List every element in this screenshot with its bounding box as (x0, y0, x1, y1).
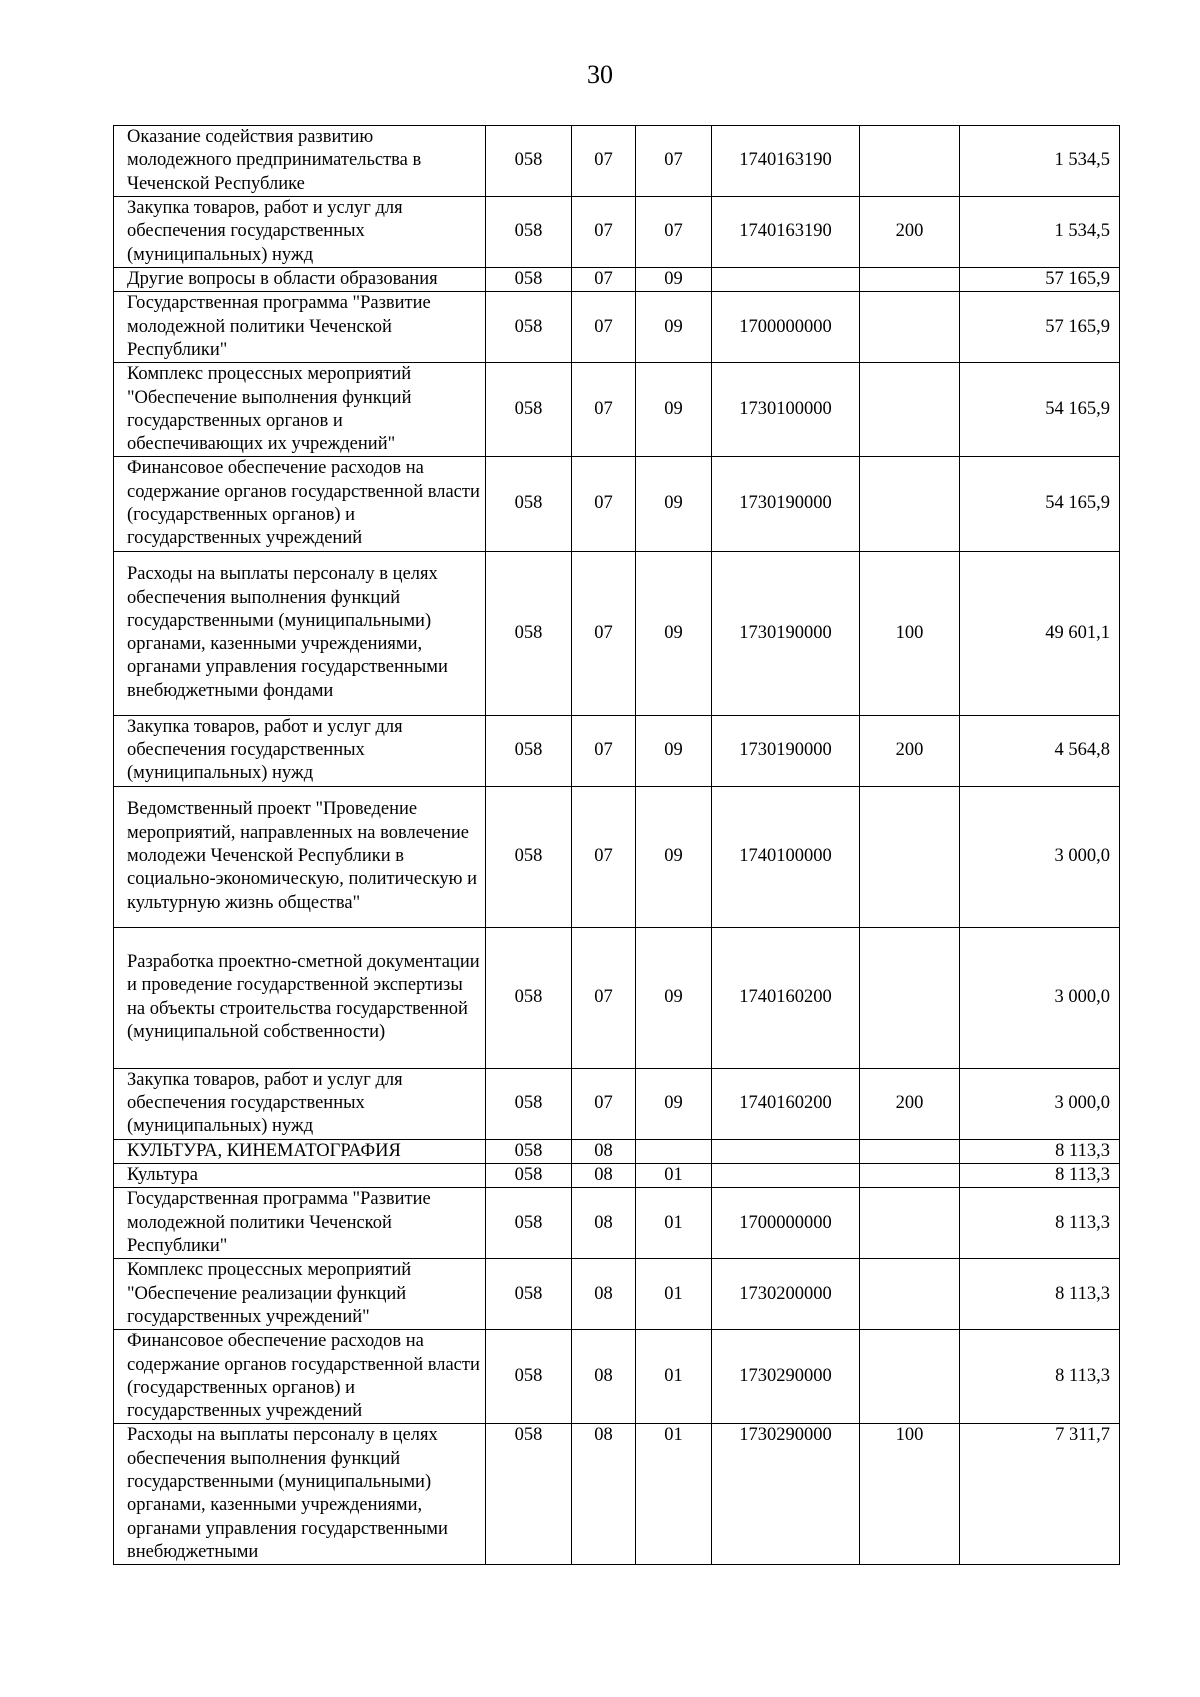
expense-type-cell (860, 268, 960, 292)
table-row (114, 1330, 1120, 1424)
target-article-cell: 1740163190 (712, 126, 860, 197)
ministry-code-cell: 058 (486, 1068, 572, 1139)
expense-name-cell: Расходы на выплаты персоналу в целях обеспечения выполнения функций государственными (муниципальными) органами, казенными учреждениями, органами управления государственными внебюджетными (114, 1424, 486, 1565)
amount-cell: 8 113,3 (960, 1259, 1120, 1330)
subsection-code-cell: 07 (636, 126, 712, 197)
subsection-code-cell: 07 (636, 197, 712, 268)
amount-cell: 8 113,3 (960, 1330, 1120, 1424)
subsection-code-cell: 09 (636, 927, 712, 1068)
expense-name-cell: КУЛЬТУРА, КИНЕМАТОГРАФИЯ (114, 1139, 486, 1163)
amount-cell: 3 000,0 (960, 1068, 1120, 1139)
amount-cell: 3 000,0 (960, 927, 1120, 1068)
amount-cell: 1 534,5 (960, 126, 1120, 197)
amount-cell: 49 601,1 (960, 551, 1120, 715)
table-row (114, 126, 1120, 197)
amount-cell: 54 165,9 (960, 457, 1120, 551)
target-article-cell: 1700000000 (712, 292, 860, 363)
subsection-code-cell: 01 (636, 1330, 712, 1424)
section-code-cell: 07 (572, 126, 636, 197)
table-row (114, 1163, 1120, 1187)
expense-type-cell (860, 927, 960, 1068)
amount-cell: 1 534,5 (960, 197, 1120, 268)
target-article-cell: 1730190000 (712, 551, 860, 715)
budget-table (113, 125, 1120, 1565)
expense-type-cell (860, 363, 960, 457)
subsection-code-cell: 01 (636, 1424, 712, 1565)
expense-name-cell: Закупка товаров, работ и услуг для обеспечения государственных (муниципальных) нужд (114, 1068, 486, 1139)
expense-name-cell: Другие вопросы в области образования (114, 268, 486, 292)
subsection-code-cell: 01 (636, 1163, 712, 1187)
section-code-cell: 07 (572, 292, 636, 363)
ministry-code-cell: 058 (486, 1163, 572, 1187)
amount-cell: 7 311,7 (960, 1424, 1120, 1565)
expense-name-cell: Закупка товаров, работ и услуг для обеспечения государственных (муниципальных) нужд (114, 197, 486, 268)
section-code-cell: 07 (572, 268, 636, 292)
page-number: 30 (587, 60, 613, 89)
amount-cell: 57 165,9 (960, 268, 1120, 292)
target-article-cell (712, 268, 860, 292)
expense-type-cell (860, 1139, 960, 1163)
expense-name-cell: Комплекс процессных мероприятий "Обеспечение реализации функций государственных учреждений" (114, 1259, 486, 1330)
target-article-cell: 1740160200 (712, 927, 860, 1068)
subsection-code-cell (636, 1139, 712, 1163)
target-article-cell: 1730290000 (712, 1424, 860, 1565)
ministry-code-cell: 058 (486, 268, 572, 292)
expense-name-cell: Закупка товаров, работ и услуг для обеспечения государственных (муниципальных) нужд (114, 715, 486, 786)
expense-type-cell: 200 (860, 715, 960, 786)
subsection-code-cell: 09 (636, 786, 712, 927)
expense-name-cell: Расходы на выплаты персоналу в целях обеспечения выполнения функций государственными (муниципальными) органами, казенными учреждениями, органами управления государственными внебюджетными фондами (114, 551, 486, 715)
subsection-code-cell: 09 (636, 268, 712, 292)
amount-cell: 8 113,3 (960, 1163, 1120, 1187)
table-row (114, 715, 1120, 786)
table-row (114, 1188, 1120, 1259)
table-row (114, 292, 1120, 363)
expense-type-cell: 200 (860, 1068, 960, 1139)
table-row (114, 197, 1120, 268)
target-article-cell: 1730190000 (712, 715, 860, 786)
ministry-code-cell: 058 (486, 292, 572, 363)
amount-cell: 8 113,3 (960, 1139, 1120, 1163)
section-code-cell: 07 (572, 197, 636, 268)
ministry-code-cell: 058 (486, 1330, 572, 1424)
ministry-code-cell: 058 (486, 715, 572, 786)
section-code-cell: 07 (572, 715, 636, 786)
ministry-code-cell: 058 (486, 197, 572, 268)
expense-type-cell (860, 1259, 960, 1330)
expense-name-cell: Государственная программа "Развитие молодежной политики Чеченской Республики" (114, 1188, 486, 1259)
target-article-cell: 1740163190 (712, 197, 860, 268)
section-code-cell: 08 (572, 1330, 636, 1424)
expense-type-cell (860, 292, 960, 363)
expense-type-cell (860, 126, 960, 197)
expense-type-cell (860, 1330, 960, 1424)
expense-name-cell: Разработка проектно-сметной документации и проведение государственной экспертизы на объекты строительства государственной (муниципальной собственности) (114, 927, 486, 1068)
subsection-code-cell: 09 (636, 551, 712, 715)
expense-name-cell: Оказание содействия развитию молодежного предпринимательства в Чеченской Республике (114, 126, 486, 197)
amount-cell: 54 165,9 (960, 363, 1120, 457)
expense-name-cell: Комплекс процессных мероприятий "Обеспечение выполнения функций государственных органов и обеспечивающих их учреждений" (114, 363, 486, 457)
table-row (114, 1424, 1120, 1565)
section-code-cell: 07 (572, 363, 636, 457)
ministry-code-cell: 058 (486, 363, 572, 457)
expense-type-cell (860, 1163, 960, 1187)
ministry-code-cell: 058 (486, 1424, 572, 1565)
expense-name-cell: Культура (114, 1163, 486, 1187)
subsection-code-cell: 09 (636, 292, 712, 363)
ministry-code-cell: 058 (486, 551, 572, 715)
subsection-code-cell: 09 (636, 457, 712, 551)
table-row (114, 457, 1120, 551)
ministry-code-cell: 058 (486, 1259, 572, 1330)
target-article-cell: 1730200000 (712, 1259, 860, 1330)
amount-cell: 3 000,0 (960, 786, 1120, 927)
expense-name-cell: Финансовое обеспечение расходов на содержание органов государственной власти (государственных органов) и государственных учреждений (114, 1330, 486, 1424)
target-article-cell: 1730100000 (712, 363, 860, 457)
ministry-code-cell: 058 (486, 457, 572, 551)
section-code-cell: 07 (572, 786, 636, 927)
subsection-code-cell: 09 (636, 1068, 712, 1139)
target-article-cell (712, 1163, 860, 1187)
expense-type-cell (860, 1188, 960, 1259)
expense-name-cell: Ведомственный проект "Проведение мероприятий, направленных на вовлечение молодежи Чеченской Республики в социально-экономическую, политическую и культурную жизнь общества" (114, 786, 486, 927)
amount-cell: 57 165,9 (960, 292, 1120, 363)
section-code-cell: 08 (572, 1163, 636, 1187)
target-article-cell (712, 1139, 860, 1163)
target-article-cell: 1700000000 (712, 1188, 860, 1259)
section-code-cell: 08 (572, 1188, 636, 1259)
expense-name-cell: Государственная программа "Развитие молодежной политики Чеченской Республики" (114, 292, 486, 363)
ministry-code-cell: 058 (486, 927, 572, 1068)
expense-type-cell: 200 (860, 197, 960, 268)
expense-type-cell (860, 457, 960, 551)
ministry-code-cell: 058 (486, 126, 572, 197)
table-row (114, 1139, 1120, 1163)
section-code-cell: 07 (572, 927, 636, 1068)
expense-name-cell: Финансовое обеспечение расходов на содержание органов государственной власти (государственных органов) и государственных учреждений (114, 457, 486, 551)
section-code-cell: 08 (572, 1139, 636, 1163)
table-body (114, 126, 1120, 1565)
section-code-cell: 07 (572, 551, 636, 715)
section-code-cell: 08 (572, 1424, 636, 1565)
table-row (114, 363, 1120, 457)
expense-type-cell: 100 (860, 551, 960, 715)
expense-type-cell: 100 (860, 1424, 960, 1565)
table-row (114, 927, 1120, 1068)
subsection-code-cell: 09 (636, 715, 712, 786)
section-code-cell: 07 (572, 457, 636, 551)
target-article-cell: 1730190000 (712, 457, 860, 551)
target-article-cell: 1740160200 (712, 1068, 860, 1139)
subsection-code-cell: 09 (636, 363, 712, 457)
table-row (114, 268, 1120, 292)
ministry-code-cell: 058 (486, 1188, 572, 1259)
target-article-cell: 1730290000 (712, 1330, 860, 1424)
ministry-code-cell: 058 (486, 786, 572, 927)
table-row (114, 786, 1120, 927)
subsection-code-cell: 01 (636, 1259, 712, 1330)
target-article-cell: 1740100000 (712, 786, 860, 927)
expense-type-cell (860, 786, 960, 927)
amount-cell: 8 113,3 (960, 1188, 1120, 1259)
table-row (114, 551, 1120, 715)
amount-cell: 4 564,8 (960, 715, 1120, 786)
section-code-cell: 07 (572, 1068, 636, 1139)
section-code-cell: 08 (572, 1259, 636, 1330)
table-row (114, 1259, 1120, 1330)
ministry-code-cell: 058 (486, 1139, 572, 1163)
subsection-code-cell: 01 (636, 1188, 712, 1259)
table-row (114, 1068, 1120, 1139)
